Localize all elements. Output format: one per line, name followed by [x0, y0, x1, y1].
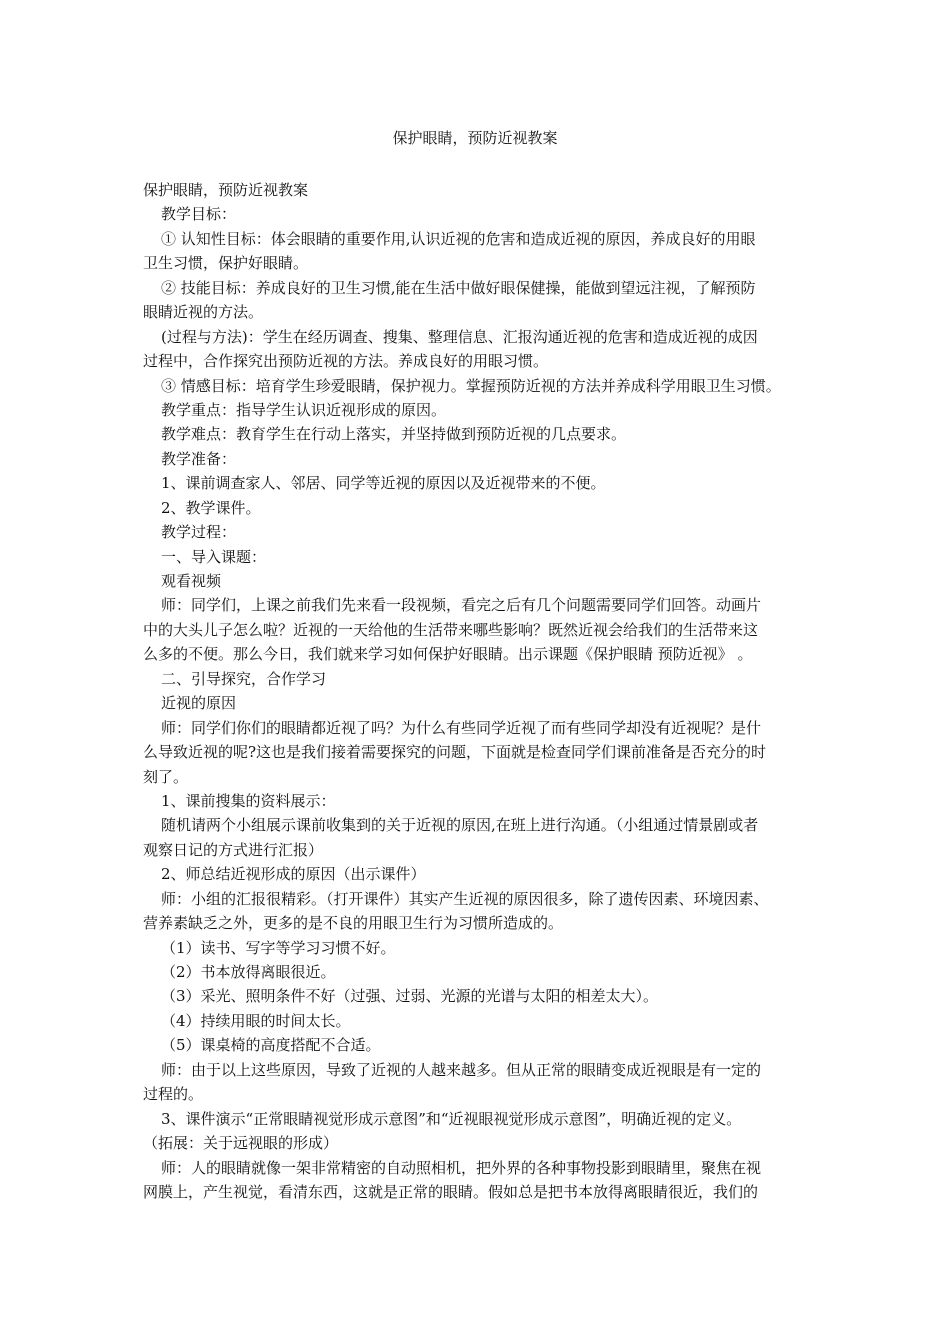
text-line: 1、课前搜集的资料展示：: [161, 791, 336, 810]
text-line: ① 认知性目标：体会眼睛的重要作用,认识近视的危害和造成近视的原因，养成良好的用眼: [161, 229, 756, 248]
text-line: 随机请两个小组展示课前收集到的关于近视的原因,在班上进行沟通。（小组通过情景剧或者: [161, 816, 759, 835]
text-line: 师：由于以上这些原因，导致了近视的人越来越多。但从正常的眼睛变成近视眼是有一定的: [161, 1060, 762, 1079]
text-line: 教学准备：: [161, 449, 237, 468]
text-line: 教学重点：指导学生认识近视形成的原因。: [161, 400, 447, 419]
text-line: 师：小组的汇报很精彩。（打开课件）其实产生近视的原因很多，除了遗传因素、环境因素、: [161, 889, 769, 908]
document-body: [143, 178, 815, 1204]
text-line: 近视的原因: [161, 694, 237, 713]
text-line: 保护眼睛，预防近视教案: [143, 181, 309, 199]
text-line: 教学难点：教育学生在行动上落实，并坚持做到预防近视的几点要求。: [161, 425, 627, 444]
text-line: 刻了。: [143, 767, 189, 786]
text-line: 2、教学课件。: [161, 498, 261, 517]
text-line: （4）持续用眼的时间太长。: [161, 1011, 351, 1030]
text-line: 么多的不便。那么今日，我们就来学习如何保护好眼睛。出示课题《保护眼睛 预防近视》 。: [143, 645, 753, 664]
text-line: ③ 情感目标：培育学生珍爱眼睛，保护视力。掌握预防近视的方法并养成科学用眼卫生习惯。: [161, 376, 781, 395]
text-line: 过程的。: [143, 1085, 204, 1104]
text-line: 师：人的眼睛就像一架非常精密的自动照相机，把外界的各种事物投影到眼睛里，聚焦在视: [161, 1158, 762, 1177]
text-line: （5）课桌椅的高度搭配不合适。: [161, 1036, 381, 1055]
text-line: 观看视频: [161, 572, 222, 590]
text-line: 观察日记的方式进行汇报）: [143, 840, 324, 859]
text-line: 过程中，合作探究出预防近视的方法。养成良好的用眼习惯。: [143, 352, 549, 371]
text-line: （1）读书、写字等学习习惯不好。: [161, 938, 396, 957]
text-line: （拓展：关于远视眼的形成）: [143, 1134, 339, 1153]
text-line: 营养素缺乏之外，更多的是不良的用眼卫生行为习惯所造成的。: [143, 914, 564, 933]
text-line: （2）书本放得离眼很近。: [161, 963, 336, 981]
text-line: 么导致近视的呢?这也是我们接着需要探究的问题，下面就是检查同学们课前准备是否充分的时: [143, 743, 767, 762]
text-line: 二、引导探究，合作学习: [161, 669, 327, 688]
text-line: 中的大头儿子怎么啦？近视的一天给他的生活带来哪些影响？既然近视会给我们的生活带来这: [143, 620, 759, 639]
text-line: 1、课前调查家人、邻居、同学等近视的原因以及近视带来的不便。: [161, 474, 606, 493]
text-line: ② 技能目标：养成良好的卫生习惯,能在生活中做好眼保健操，能做到望远注视，了解预防: [161, 278, 756, 297]
text-line: 师：同学们你们的眼睛都近视了吗？为什么有些同学近视了而有些同学却没有近视呢？是什: [161, 718, 762, 737]
text-line: (过程与方法)：学生在经历调查、搜集、整理信息、汇报沟通近视的危害和造成近视的成因: [161, 327, 758, 346]
text-line: 教学过程：: [161, 523, 237, 542]
text-line: 一、导入课题：: [161, 547, 267, 566]
text-line: 教学目标：: [161, 205, 237, 224]
text-line: 卫生习惯，保护好眼睛。: [143, 254, 309, 273]
text-line: 师：同学们，上课之前我们先来看一段视频，看完之后有几个问题需要同学们回答。动画片: [161, 596, 762, 615]
document-title: 保护眼睛，预防近视教案: [392, 129, 558, 147]
text-line: 网膜上，产生视觉，看清东西，这就是正常的眼睛。假如总是把书本放得离眼睛很近，我们的: [143, 1182, 759, 1201]
text-line: 眼睛近视的方法。: [143, 303, 264, 322]
text-line: （3）采光、照明条件不好（过强、过弱、光源的光谱与太阳的相差太大）。: [161, 987, 659, 1006]
text-line: 2、师总结近视形成的原因（出示课件）: [161, 865, 426, 884]
text-line: 3、课件演示“正常眼睛视觉形成示意图”和“近视眼视觉形成示意图”，明确近视的定义。: [161, 1109, 742, 1128]
